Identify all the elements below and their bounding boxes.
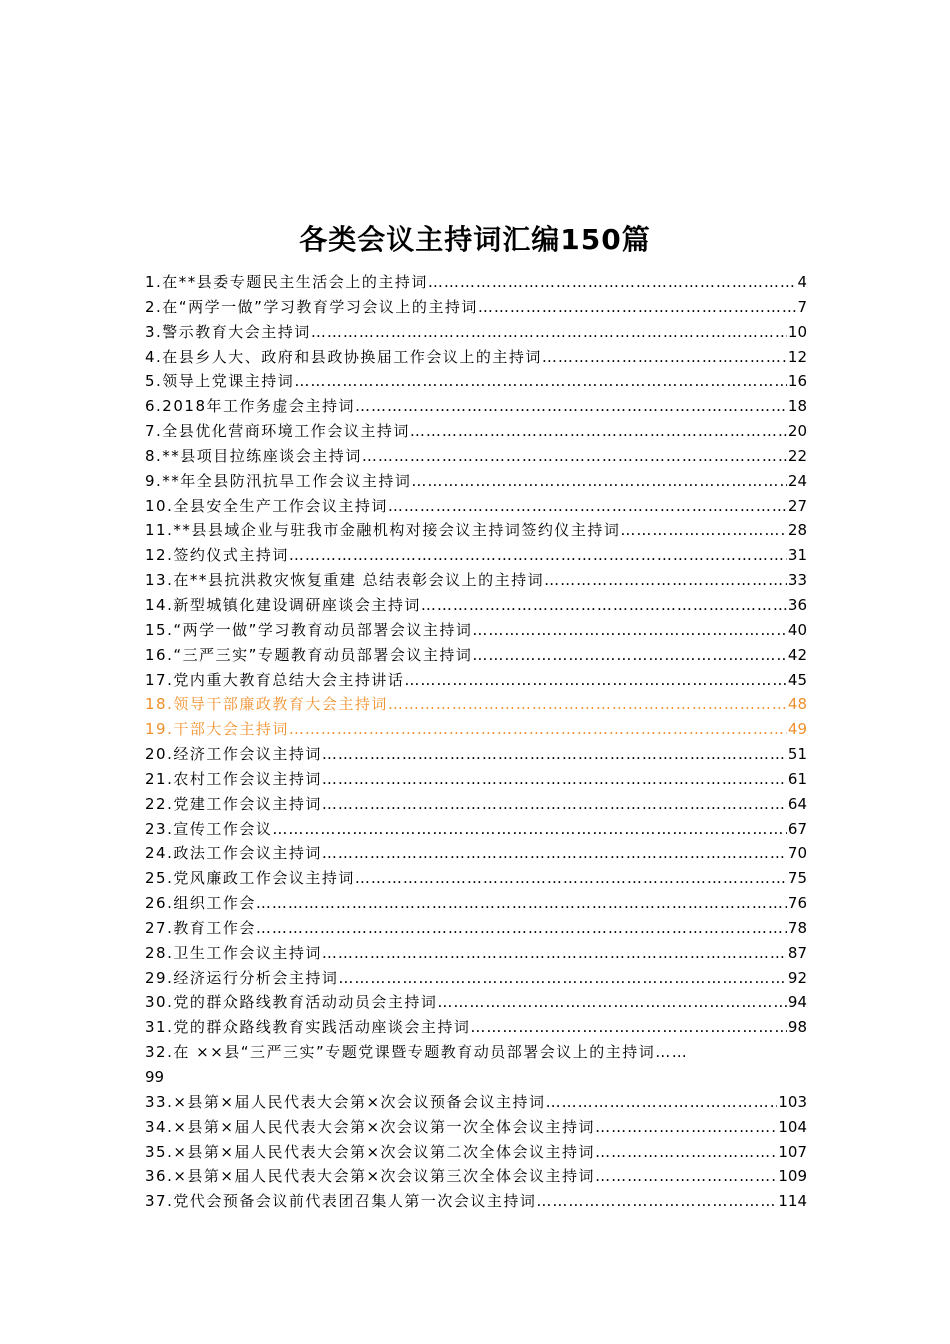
toc-entry[interactable] (145, 1115, 807, 1140)
toc-page-number: 109 (778, 1167, 807, 1186)
toc-entry-title: 28.卫生工作会议主持词 (145, 943, 322, 962)
toc-page-number: 104 (778, 1117, 807, 1136)
toc-entry-title: 19.干部大会主持词 (145, 720, 289, 739)
toc-page-number: 76 (787, 894, 807, 913)
toc-dot-leader (595, 1115, 777, 1140)
toc-entry-title: 33.×县第×届人民代表大会第×次会议预备会议主持词 (145, 1092, 546, 1111)
toc-dot-leader (322, 841, 787, 866)
toc-dot-leader (322, 742, 787, 767)
toc-entry-title: 12.签约仪式主持词 (145, 546, 289, 565)
toc-dot-leader (421, 593, 787, 618)
toc-entry-title: 10.全县安全生产工作会议主持词 (145, 496, 388, 515)
toc-page-number: 33 (787, 571, 807, 590)
toc-page-number: 78 (787, 918, 807, 937)
toc-dot-leader (437, 990, 787, 1015)
toc-dot-leader (404, 668, 787, 693)
toc-dot-leader (472, 643, 787, 668)
toc-page-number: 64 (787, 794, 807, 813)
toc-entry-title: 2.在“两学一做”学习教育学习会议上的主持词 (145, 297, 478, 316)
toc-dot-leader (322, 792, 787, 817)
toc-entry[interactable] (145, 518, 807, 543)
toc-page-number: 22 (787, 446, 807, 465)
toc-page-number: 107 (778, 1142, 807, 1161)
toc-entry[interactable] (145, 295, 807, 320)
toc-entry-title: 24.政法工作会议主持词 (145, 844, 322, 863)
toc-entry-title: 22.党建工作会议主持词 (145, 794, 322, 813)
toc-page-number: 48 (787, 695, 807, 714)
toc-entry-title: 9.**年全县防汛抗旱工作会议主持词 (145, 471, 412, 490)
toc-entry[interactable] (145, 369, 807, 394)
toc-page-number: 28 (787, 521, 807, 540)
toc-entry[interactable] (145, 1189, 807, 1214)
toc-entry[interactable] (145, 593, 807, 618)
toc-entry-title: 27.教育工作会 (145, 918, 256, 937)
toc-dot-leader (388, 494, 787, 519)
toc-entry-title: 5.领导上党课主持词 (145, 372, 295, 391)
toc-page-number: 36 (787, 595, 807, 614)
toc-dot-leader (272, 817, 787, 842)
toc-entry[interactable] (145, 320, 807, 345)
toc-page-number: 92 (787, 968, 807, 987)
toc-page-number: 4 (797, 273, 807, 291)
toc-entry[interactable] (145, 643, 807, 668)
toc-dot-leader (256, 916, 787, 941)
toc-dot-leader (289, 543, 787, 568)
toc-page-number: 75 (787, 869, 807, 888)
toc-entry[interactable] (145, 668, 807, 693)
toc-entry[interactable] (145, 792, 807, 817)
toc-dot-leader (470, 1015, 787, 1040)
toc-page-number: 61 (787, 769, 807, 788)
toc-entry[interactable] (145, 394, 807, 419)
toc-entry[interactable] (145, 444, 807, 469)
toc-dot-leader (338, 966, 787, 991)
toc-dot-leader (388, 692, 787, 717)
toc-entry[interactable] (145, 817, 807, 842)
toc-entry-title: 29.经济运行分析会主持词 (145, 968, 339, 987)
toc-page-number: 94 (787, 993, 807, 1012)
toc-entry-title: 36.×县第×届人民代表大会第×次会议第三次全体会议主持词 (145, 1167, 596, 1186)
toc-page-number: 31 (787, 546, 807, 565)
toc-dot-leader (362, 444, 787, 469)
toc-entry[interactable] (145, 717, 807, 742)
toc-dot-leader (355, 394, 787, 419)
toc-entry[interactable] (145, 990, 807, 1015)
toc-dot-leader (410, 419, 787, 444)
toc-entry-title: 35.×县第×届人民代表大会第×次会议第二次全体会议主持词 (145, 1142, 596, 1161)
toc-entry-title: 37.党代会预备会议前代表团召集人第一次会议主持词 (145, 1192, 537, 1211)
toc-entry-title: 15.“两学一做”学习教育动员部署会议主持词 (145, 620, 473, 639)
toc-dot-leader (294, 369, 787, 394)
toc-entry[interactable] (145, 419, 807, 444)
toc-entry-title: 32.在 ××县“三严三实”专题党课暨专题教育动员部署会议上的主持词…… (145, 1043, 689, 1062)
toc-entry[interactable] (145, 966, 807, 991)
toc-entry-title: 13.在**县抗洪救灾恢复重建 总结表彰会议上的主持词 (145, 571, 545, 590)
toc-page-number: 24 (787, 471, 807, 490)
toc-entry-title: 8.**县项目拉练座谈会主持词 (145, 446, 362, 465)
toc-entry[interactable] (145, 742, 807, 767)
toc-entry-title: 21.农村工作会议主持词 (145, 769, 322, 788)
toc-page-number: 51 (787, 745, 807, 764)
toc-page-number: 27 (787, 496, 807, 515)
toc-entry-title: 30.党的群众路线教育活动动员会主持词 (145, 993, 438, 1012)
toc-entry[interactable] (145, 568, 807, 593)
toc-page-number: 7 (797, 297, 807, 316)
toc-page-number: 12 (787, 347, 807, 366)
toc-page-number: 103 (778, 1092, 807, 1111)
toc-page-number: 98 (787, 1018, 807, 1037)
toc-entry[interactable] (145, 270, 807, 295)
toc-entry-title: 3.警示教育大会主持词 (145, 322, 311, 341)
toc-entry-title: 18.领导干部廉政教育大会主持词 (145, 695, 388, 714)
toc-dot-leader (472, 618, 787, 643)
toc-page-number: 45 (787, 670, 807, 689)
toc-entry[interactable] (145, 1040, 807, 1090)
toc-page-number: 40 (787, 620, 807, 639)
toc-entry[interactable] (145, 941, 807, 966)
toc-dot-leader (355, 866, 787, 891)
toc-page-number: 10 (787, 322, 807, 341)
toc-entry[interactable] (145, 1015, 807, 1040)
toc-dot-leader (256, 891, 787, 916)
toc-dot-leader (595, 1164, 777, 1189)
toc-dot-leader (536, 1189, 777, 1214)
toc-page-number: 70 (787, 844, 807, 863)
toc-entry[interactable] (145, 345, 807, 370)
toc-dot-leader (311, 320, 787, 345)
toc-page-number: 114 (778, 1192, 807, 1211)
toc-entry[interactable] (145, 916, 807, 941)
toc-dot-leader (620, 518, 787, 543)
toc-entry[interactable] (145, 1164, 807, 1189)
toc-entry-title: 20.经济工作会议主持词 (145, 745, 322, 764)
toc-page-number: 42 (787, 645, 807, 664)
toc-entry-title: 34.×县第×届人民代表大会第×次会议第一次全体会议主持词 (145, 1117, 596, 1136)
toc-dot-leader (428, 270, 797, 295)
toc-dot-leader (478, 295, 797, 320)
toc-dot-leader (595, 1140, 777, 1165)
table-of-contents (145, 270, 807, 1214)
toc-entry[interactable] (145, 767, 807, 792)
toc-page-number: 67 (787, 819, 807, 838)
toc-entry[interactable] (145, 841, 807, 866)
toc-entry-title: 11.**县县域企业与驻我市金融机构对接会议主持词签约仪主持词 (145, 521, 621, 540)
toc-entry-title: 6.2018年工作务虚会主持词 (145, 397, 355, 416)
toc-dot-leader (289, 717, 787, 742)
toc-page-number: 18 (787, 397, 807, 416)
toc-entry-title: 23.宣传工作会议 (145, 819, 273, 838)
toc-entry[interactable] (145, 1140, 807, 1165)
toc-entry-title: 16.“三严三实”专题教育动员部署会议主持词 (145, 645, 473, 664)
toc-entry-title: 14.新型城镇化建设调研座谈会主持词 (145, 595, 421, 614)
toc-page-number: 99 (145, 1068, 165, 1086)
toc-page-number: 20 (787, 422, 807, 441)
toc-entry-title: 7.全县优化营商环境工作会议主持词 (145, 422, 410, 441)
toc-dot-leader (542, 345, 787, 370)
toc-dot-leader (322, 767, 787, 792)
toc-entry-title: 25.党风廉政工作会议主持词 (145, 869, 355, 888)
toc-dot-leader (544, 568, 787, 593)
toc-page-number: 16 (787, 372, 807, 391)
toc-entry-title: 17.党内重大教育总结大会主持讲话 (145, 670, 405, 689)
toc-page-number: 87 (787, 943, 807, 962)
toc-entry-title: 1.在**县委专题民主生活会上的主持词 (145, 273, 428, 291)
toc-entry[interactable] (145, 618, 807, 643)
toc-entry[interactable] (145, 543, 807, 568)
toc-entry[interactable] (145, 469, 807, 494)
toc-dot-leader (411, 469, 787, 494)
toc-entry[interactable] (145, 494, 807, 519)
toc-entry[interactable] (145, 1090, 807, 1115)
toc-dot-leader (322, 941, 787, 966)
toc-entry[interactable] (145, 866, 807, 891)
toc-entry[interactable] (145, 692, 807, 717)
toc-dot-leader (546, 1090, 778, 1115)
document-title: 各类会议主持词汇编150篇 (299, 222, 651, 256)
toc-entry-title: 26.组织工作会 (145, 894, 256, 913)
toc-page-number: 49 (787, 720, 807, 739)
toc-entry-title: 4.在县乡人大、政府和县政协换届工作会议上的主持词 (145, 347, 542, 366)
toc-entry-title: 31.党的群众路线教育实践活动座谈会主持词 (145, 1018, 471, 1037)
toc-entry[interactable] (145, 891, 807, 916)
